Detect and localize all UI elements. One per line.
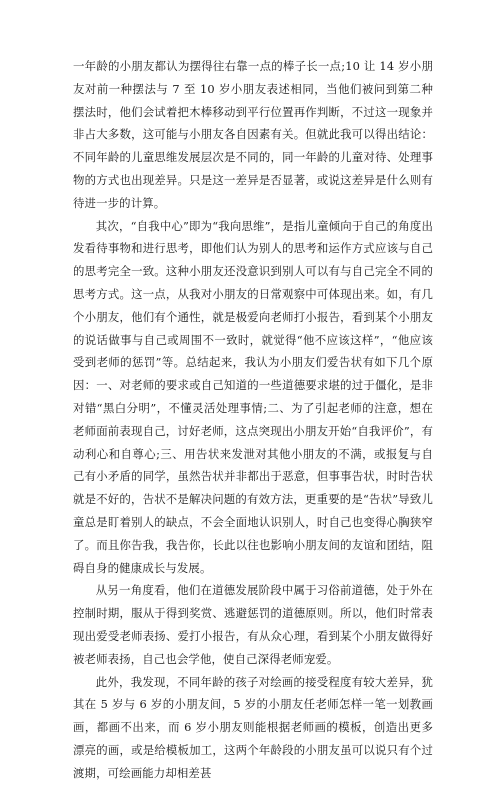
paragraph-2: 其次，“自我中心”即为“我向思维”，是指儿童倾向于自己的角度出发看待事物和进行思考，即他们认为别人的思考和运作方式应该与自己的思考完全一致。这种小朋友还没意识到别人可以有与自己完全不同的思考方式。这一点，从我对小朋友的日常观察中可体现出来。如，有几个小朋友，他们有个通性，就是极爱向老师打小报告，看到某个小朋友的说话做事与自己或周围不一致时，就觉得“他不应该这样”，“他应该受到老师的惩罚”等。总结起来，我认为小朋友们爱告状有如下几个原因：一、对老师的要求或自己知道的一些道德要求堪的过于僵化，是非对错“黑白分明”，不懂灵活处理事情;二、为了引起老师的注意，想在老师面前表现自己，讨好老师，这点突现出小朋友开始“自我评价”，有动利心和自尊心;三、用告状来发泄对其他小朋友的不满，或报复与自己有小矛盾的同学，虽然告状并非都出于恶意，但事事告状，时时告状就是不好的，告状不是解决问题的有效方法，更重要的是“告状”导致儿童总是盯着别人的缺点，不会全面地认识别人，时自己也变得心胸狭窄了。而且你告我，我告你，长此以往也影响小朋友间的友谊和团结，阻碍自身的健康成长与发展。 bbox=[73, 218, 433, 575]
paragraph-1: 一年龄的小朋友都认为摆得往右靠一点的棒子长一点;10 让 14 岁小朋友对前一种摆法与 7 至 10 岁小朋友表述相同，当他们被问到第二种摆法时，他们会试着把木棒移动到平行位置再作判断，不过这一现象并非占大多数，这可能与小朋友各自因素有关。但就此我可以得出结论：不同年龄的儿童思维发展层次是不同的，同一年龄的儿童对待、处理事物的方式也出现差异。只是这一差异是否显著，或说这差异是什么则有待进一步的计算。 bbox=[73, 59, 433, 210]
paragraph-3: 从另一角度看，他们在道德发展阶段中属于习俗前道德，处于外在控制时期，服从于得到奖赏、逃避惩罚的道德原则。所以，他们时常表现出爱受老师表扬、爱打小报告，有从众心理，看到某个小朋友做得好被老师表扬，自己也会学他，使自己深得老师宠爱。 bbox=[73, 583, 433, 666]
paragraph-4: 此外，我发现，不同年龄的孩子对绘画的接受程度有较大差异，犹其在 5 岁与 6 岁的小朋友间，5 岁的小朋友任老师怎样一笔一划教画画，都画不出来，而 6 岁小朋友则能根据老师画的模板，创造出更多漂亮的画，或是给模板加工，这两个年龄段的小朋友虽可以说只有个过渡期，可绘画能力却相差甚 bbox=[73, 674, 433, 780]
document-page bbox=[73, 55, 433, 785]
